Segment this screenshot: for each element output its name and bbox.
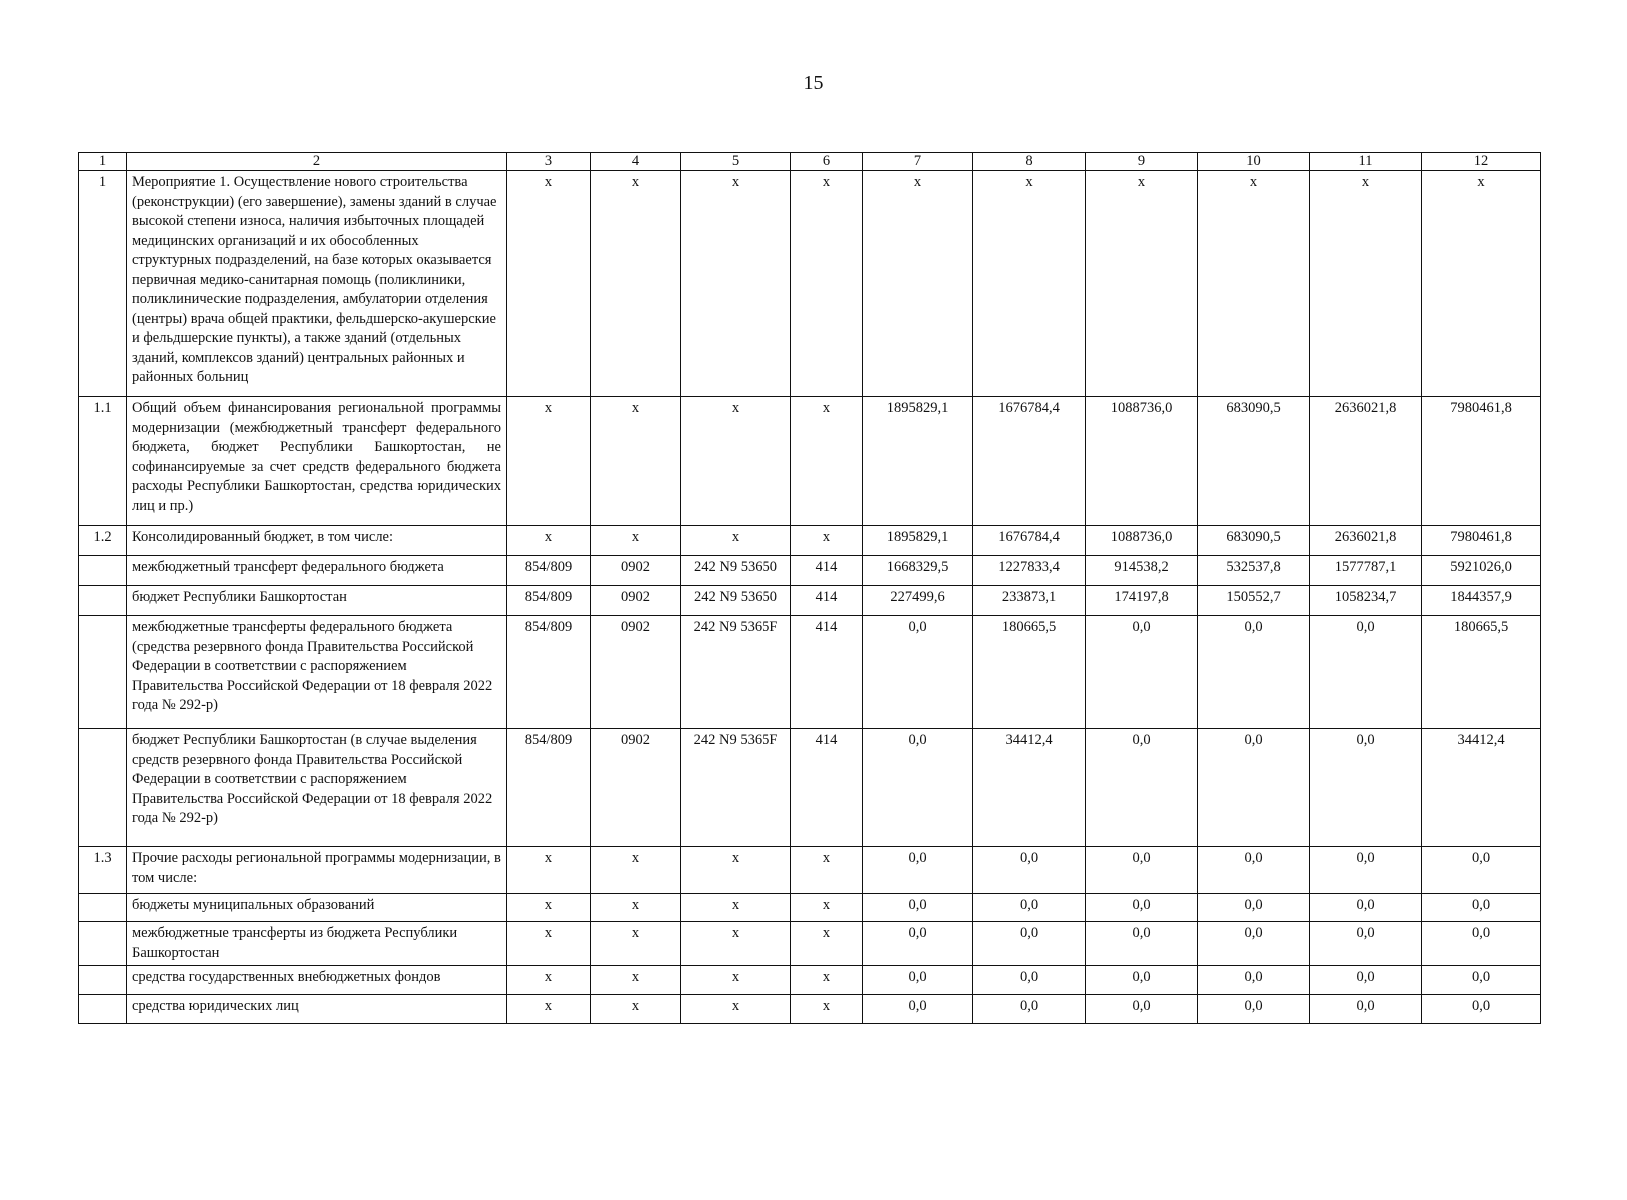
value-cell: х <box>791 171 863 397</box>
value-cell: 1895829,1 <box>863 526 973 556</box>
value-cell: 34412,4 <box>1422 729 1541 847</box>
value-cell: 0,0 <box>1310 995 1422 1024</box>
value-cell: 1227833,4 <box>973 556 1086 586</box>
row-number: 1 <box>79 171 127 397</box>
row-number <box>79 995 127 1024</box>
table-row <box>79 397 1541 526</box>
row-name: Общий объем финансирования региональной программы модернизации (межбюджетный трансферт федерального бюджета, бюджет Республики Башкортостан, не софинансируемые за счет средств федерального бюджета расходы Республики Башкортостан, средства юридических лиц и пр.) <box>127 397 507 526</box>
value-cell: 0,0 <box>1086 995 1198 1024</box>
value-cell: 0,0 <box>1422 894 1541 922</box>
value-cell: 0,0 <box>1086 616 1198 729</box>
value-cell: 180665,5 <box>973 616 1086 729</box>
value-cell: 2636021,8 <box>1310 526 1422 556</box>
value-cell: 242 N9 53650 <box>681 586 791 616</box>
row-number: 1.3 <box>79 847 127 894</box>
value-cell: х <box>791 995 863 1024</box>
value-cell: 0,0 <box>973 995 1086 1024</box>
value-cell: 227499,6 <box>863 586 973 616</box>
header-cell: 9 <box>1086 153 1198 171</box>
row-name: средства государственных внебюджетных фондов <box>127 966 507 995</box>
value-cell: х <box>507 847 591 894</box>
table-row <box>79 526 1541 556</box>
value-cell: х <box>791 966 863 995</box>
value-cell: 1895829,1 <box>863 397 973 526</box>
value-cell: 0,0 <box>1198 966 1310 995</box>
value-cell: 0902 <box>591 586 681 616</box>
value-cell: х <box>591 397 681 526</box>
value-cell: х <box>1310 171 1422 397</box>
row-name: межбюджетный трансферт федерального бюджета <box>127 556 507 586</box>
value-cell: 0,0 <box>1198 729 1310 847</box>
row-name: межбюджетные трансферты из бюджета Республики Башкортостан <box>127 922 507 966</box>
row-number <box>79 894 127 922</box>
value-cell: х <box>681 894 791 922</box>
value-cell: 0,0 <box>863 616 973 729</box>
value-cell: 0,0 <box>1086 922 1198 966</box>
value-cell: 0,0 <box>1310 729 1422 847</box>
value-cell: х <box>863 171 973 397</box>
table-row <box>79 556 1541 586</box>
value-cell: 0,0 <box>1310 966 1422 995</box>
header-cell: 3 <box>507 153 591 171</box>
value-cell: х <box>681 847 791 894</box>
value-cell: 1676784,4 <box>973 526 1086 556</box>
value-cell: 34412,4 <box>973 729 1086 847</box>
value-cell: 1668329,5 <box>863 556 973 586</box>
value-cell: 0902 <box>591 556 681 586</box>
header-cell: 6 <box>791 153 863 171</box>
value-cell: 0,0 <box>973 894 1086 922</box>
table-row <box>79 586 1541 616</box>
value-cell: 0,0 <box>1198 616 1310 729</box>
value-cell: х <box>681 526 791 556</box>
value-cell: х <box>973 171 1086 397</box>
row-name: бюджеты муниципальных образований <box>127 894 507 922</box>
value-cell: 1088736,0 <box>1086 397 1198 526</box>
value-cell: 0,0 <box>1310 847 1422 894</box>
header-cell: 5 <box>681 153 791 171</box>
value-cell: х <box>507 894 591 922</box>
value-cell: х <box>507 397 591 526</box>
header-cell: 1 <box>79 153 127 171</box>
value-cell: 7980461,8 <box>1422 397 1541 526</box>
value-cell: х <box>791 894 863 922</box>
value-cell: 180665,5 <box>1422 616 1541 729</box>
value-cell: 0,0 <box>1422 922 1541 966</box>
header-cell: 11 <box>1310 153 1422 171</box>
value-cell: 0,0 <box>973 922 1086 966</box>
value-cell: 914538,2 <box>1086 556 1198 586</box>
value-cell: 0,0 <box>863 847 973 894</box>
value-cell: 174197,8 <box>1086 586 1198 616</box>
row-name: средства юридических лиц <box>127 995 507 1024</box>
value-cell: 242 N9 5365F <box>681 729 791 847</box>
value-cell: 1058234,7 <box>1310 586 1422 616</box>
header-cell: 8 <box>973 153 1086 171</box>
page-number: 15 <box>803 72 824 94</box>
value-cell: 683090,5 <box>1198 397 1310 526</box>
row-number: 1.2 <box>79 526 127 556</box>
value-cell: 0,0 <box>863 922 973 966</box>
value-cell: 0,0 <box>1198 894 1310 922</box>
row-number <box>79 556 127 586</box>
value-cell: 0,0 <box>1310 922 1422 966</box>
value-cell: 242 N9 53650 <box>681 556 791 586</box>
value-cell: 0,0 <box>1198 847 1310 894</box>
row-number: 1.1 <box>79 397 127 526</box>
table-row <box>79 922 1541 966</box>
value-cell: 0,0 <box>973 847 1086 894</box>
value-cell: 242 N9 5365F <box>681 616 791 729</box>
table-row <box>79 966 1541 995</box>
value-cell: х <box>791 922 863 966</box>
value-cell: 5921026,0 <box>1422 556 1541 586</box>
value-cell: х <box>1422 171 1541 397</box>
row-name: бюджет Республики Башкортостан (в случае выделения средств резервного фонда Правительства Российской Федерации в соответствии с распоряжением Правительства Российской Федерации от 18 февраля 2022 года № 292-р) <box>127 729 507 847</box>
value-cell: 0,0 <box>1086 847 1198 894</box>
table-row <box>79 894 1541 922</box>
header-cell: 7 <box>863 153 973 171</box>
value-cell: 532537,8 <box>1198 556 1310 586</box>
value-cell: х <box>1086 171 1198 397</box>
header-cell: 4 <box>591 153 681 171</box>
value-cell: 0,0 <box>863 995 973 1024</box>
value-cell: 0,0 <box>863 966 973 995</box>
value-cell: 0,0 <box>1422 847 1541 894</box>
value-cell: х <box>681 397 791 526</box>
value-cell: 0,0 <box>1198 995 1310 1024</box>
table-row <box>79 995 1541 1024</box>
value-cell: х <box>1198 171 1310 397</box>
value-cell: х <box>791 526 863 556</box>
value-cell: х <box>507 171 591 397</box>
value-cell: 1844357,9 <box>1422 586 1541 616</box>
row-number <box>79 586 127 616</box>
value-cell: х <box>591 995 681 1024</box>
financing-table <box>78 152 1541 1024</box>
value-cell: х <box>791 847 863 894</box>
value-cell: 7980461,8 <box>1422 526 1541 556</box>
table-row <box>79 616 1541 729</box>
value-cell: 0,0 <box>1422 966 1541 995</box>
value-cell: х <box>681 966 791 995</box>
value-cell: 0,0 <box>1086 729 1198 847</box>
value-cell: 0,0 <box>1198 922 1310 966</box>
value-cell: х <box>591 847 681 894</box>
value-cell: 414 <box>791 616 863 729</box>
table-row <box>79 729 1541 847</box>
value-cell: х <box>591 526 681 556</box>
header-cell: 2 <box>127 153 507 171</box>
value-cell: 0,0 <box>1086 966 1198 995</box>
table-row <box>79 171 1541 397</box>
value-cell: х <box>591 966 681 995</box>
value-cell: х <box>591 171 681 397</box>
value-cell: 0,0 <box>863 729 973 847</box>
value-cell: х <box>681 922 791 966</box>
value-cell: 854/809 <box>507 586 591 616</box>
value-cell: х <box>791 397 863 526</box>
value-cell: 854/809 <box>507 616 591 729</box>
value-cell: 150552,7 <box>1198 586 1310 616</box>
row-name: Консолидированный бюджет, в том числе: <box>127 526 507 556</box>
value-cell: 0,0 <box>1086 894 1198 922</box>
header-row <box>79 153 1541 171</box>
row-name: бюджет Республики Башкортостан <box>127 586 507 616</box>
value-cell: 1088736,0 <box>1086 526 1198 556</box>
value-cell: 0902 <box>591 729 681 847</box>
header-cell: 12 <box>1422 153 1541 171</box>
value-cell: 414 <box>791 556 863 586</box>
table-row <box>79 847 1541 894</box>
value-cell: 1577787,1 <box>1310 556 1422 586</box>
row-number <box>79 729 127 847</box>
value-cell: 414 <box>791 729 863 847</box>
value-cell: х <box>507 526 591 556</box>
value-cell: 683090,5 <box>1198 526 1310 556</box>
value-cell: 0902 <box>591 616 681 729</box>
row-number <box>79 966 127 995</box>
value-cell: х <box>507 966 591 995</box>
value-cell: 0,0 <box>1310 616 1422 729</box>
row-number <box>79 616 127 729</box>
value-cell: х <box>507 922 591 966</box>
value-cell: 233873,1 <box>973 586 1086 616</box>
value-cell: 414 <box>791 586 863 616</box>
value-cell: 1676784,4 <box>973 397 1086 526</box>
row-number <box>79 922 127 966</box>
value-cell: 0,0 <box>1310 894 1422 922</box>
value-cell: х <box>591 894 681 922</box>
value-cell: 854/809 <box>507 556 591 586</box>
value-cell: 854/809 <box>507 729 591 847</box>
value-cell: х <box>681 171 791 397</box>
value-cell: 2636021,8 <box>1310 397 1422 526</box>
value-cell: 0,0 <box>1422 995 1541 1024</box>
row-name: Прочие расходы региональной программы модернизации, в том числе: <box>127 847 507 894</box>
row-name: Мероприятие 1. Осуществление нового строительства (реконструкции) (его завершение), замены зданий в случае высокой степени износа, наличия избыточных площадей медицинских организаций и их обособленных структурных подразделений, на базе которых оказывается первичная медико-санитарная помощь (поликлиники, поликлинические подразделения, амбулатории отделения (центры) врача общей практики, фельдшерско-акушерские и фельдшерские пункты), а также зданий (отдельных зданий, комплексов зданий) центральных районных и районных больниц <box>127 171 507 397</box>
row-name: межбюджетные трансферты федерального бюджета (средства резервного фонда Правительства Российской Федерации в соответствии с распоряжением Правительства Российской Федерации от 18 февраля 2022 года № 292-р) <box>127 616 507 729</box>
value-cell: 0,0 <box>973 966 1086 995</box>
value-cell: 0,0 <box>863 894 973 922</box>
value-cell: х <box>591 922 681 966</box>
value-cell: х <box>507 995 591 1024</box>
value-cell: х <box>681 995 791 1024</box>
header-cell: 10 <box>1198 153 1310 171</box>
